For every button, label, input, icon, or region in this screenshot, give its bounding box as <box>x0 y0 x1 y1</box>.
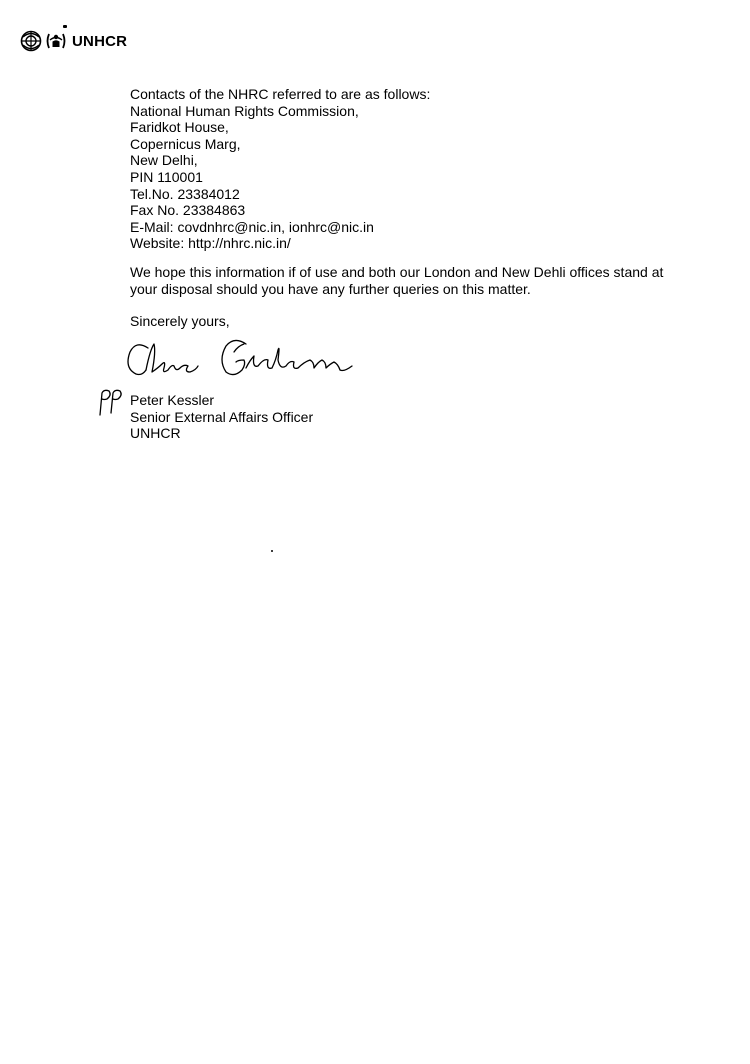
letterhead-org-name: UNHCR <box>72 32 128 50</box>
pp-handwritten-mark <box>96 385 126 419</box>
signatory-organization: UNHCR <box>130 425 181 442</box>
contact-line: Fax No. 23384863 <box>130 202 246 219</box>
handwritten-signature <box>118 330 358 390</box>
contact-line: National Human Rights Commission, <box>130 102 359 119</box>
un-emblem-icon <box>20 30 42 52</box>
unhcr-emblem-icon <box>45 30 67 52</box>
contacts-block <box>130 86 690 252</box>
scan-speck <box>271 550 273 552</box>
intro-line: Contacts of the NHRC referred to are as follows: <box>130 86 431 102</box>
signatory-title: Senior External Affairs Officer <box>130 408 314 425</box>
signatory-block <box>130 392 313 442</box>
contact-line: New Delhi, <box>130 152 198 169</box>
contact-website-line: Website: http://nhrc.nic.in/ <box>130 235 291 252</box>
contact-line: PIN 110001 <box>130 168 203 185</box>
sign-off: Sincerely yours, <box>130 313 230 329</box>
letterhead <box>20 30 127 52</box>
scan-speck <box>63 25 67 28</box>
contact-line: Copernicus Marg, <box>130 135 241 152</box>
signatory-name: Peter Kessler <box>130 392 215 408</box>
contact-line: Tel.No. 23384012 <box>130 185 240 202</box>
contact-email-line: E-Mail: covdnhrc@nic.in, ionhrc@nic.in <box>130 218 374 235</box>
contact-line: Faridkot House, <box>130 119 229 136</box>
closing-paragraph: We hope this information if of use and both our London and New Dehli offices stand at your disposal should you have any further queries on this matter. <box>130 264 664 297</box>
